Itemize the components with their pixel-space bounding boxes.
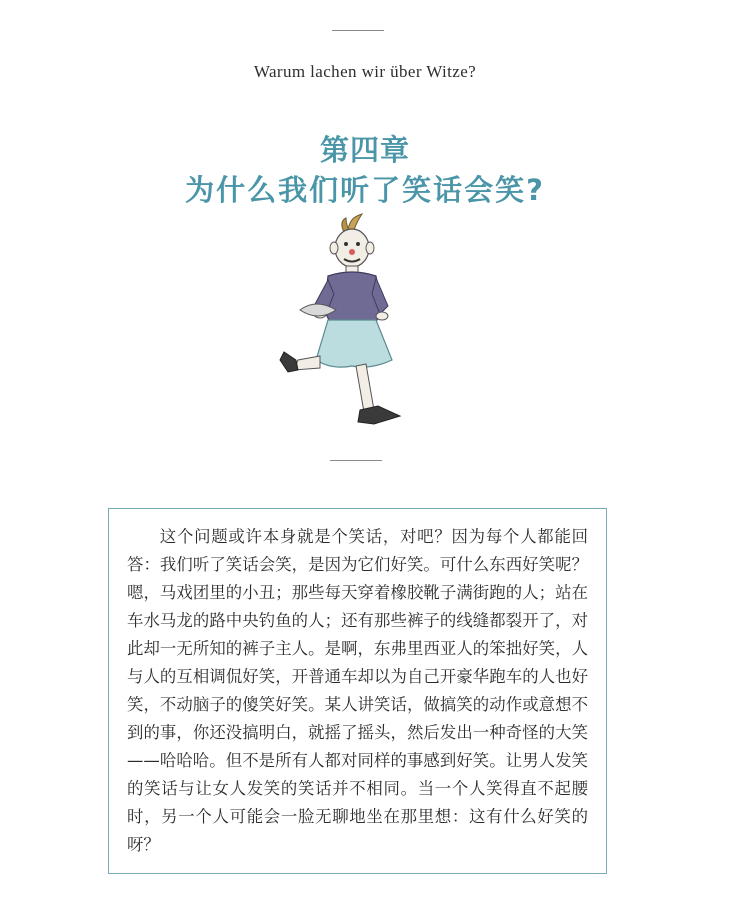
text-frame bbox=[108, 508, 607, 874]
clown-figure-icon bbox=[270, 210, 430, 450]
bottom-divider bbox=[330, 460, 382, 461]
clown-illustration bbox=[270, 210, 430, 450]
german-subtitle: Warum lachen wir über Witze? bbox=[253, 62, 477, 81]
chapter-title: 为什么我们听了笑话会笑? bbox=[185, 173, 545, 207]
top-divider bbox=[332, 30, 384, 31]
chapter-number: 第四章 bbox=[319, 133, 410, 167]
body-paragraph: 这个问题或许本身就是个笑话，对吧？因为每个人都能回答：我们听了笑话会笑，是因为它们好笑。可什么东西好笑呢？嗯，马戏团里的小丑；那些每天穿着橡胶靴子满街跑的人；站在车水马龙的路中央钓鱼的人；还有那些裤子的线缝都裂开了，对此却一无所知的裤子主人。是啊，东弗里西亚人的笨拙好笑，人与人的互相调侃好笑，开普通车却以为自己开豪华跑车的人也好笑，不动脑子的傻笑好笑。某人讲笑话，做搞笑的动作或意想不到的事，你还没搞明白，就摇了摇头，然后发出一种奇怪的大笑——哈哈哈。但不是所有人都对同样的事感到好笑。让男人发笑的笑话与让女人发笑的笑话并不相同。当一个人笑得直不起腰时，另一个人可能会一脸无聊地坐在那里想：这有什么好笑的呀？ bbox=[127, 527, 588, 854]
